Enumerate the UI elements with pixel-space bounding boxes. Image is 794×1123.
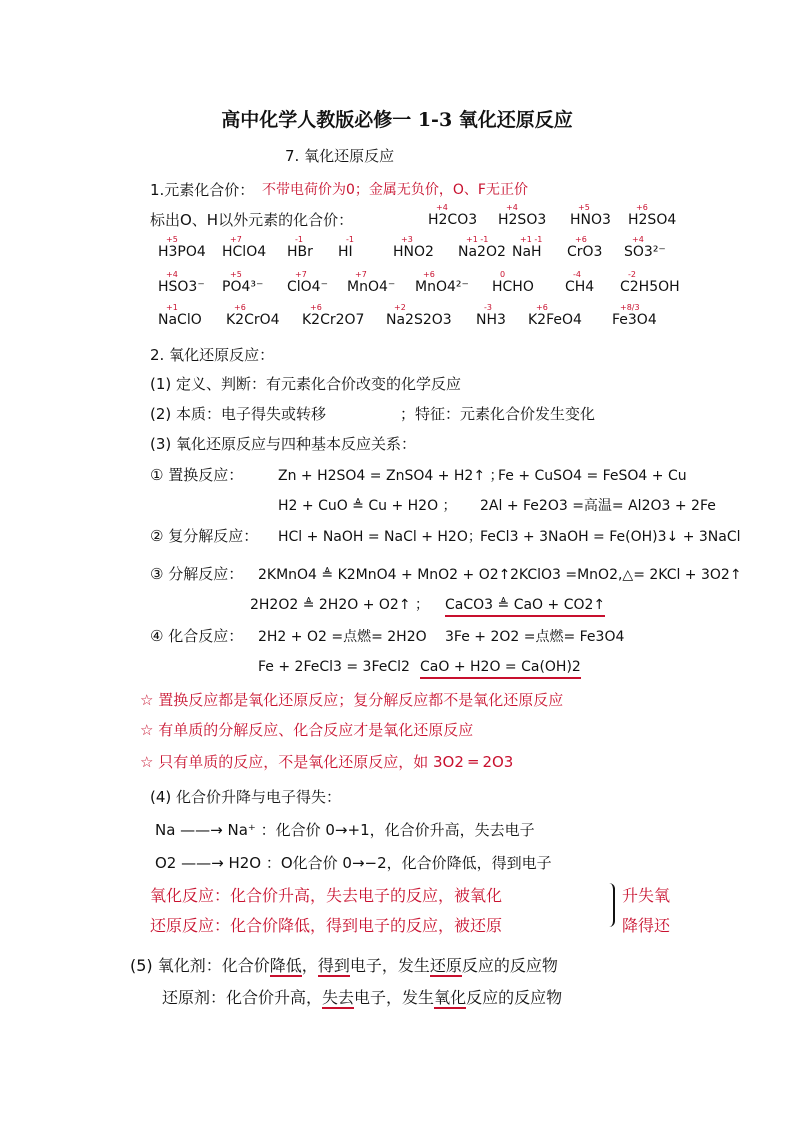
rule-1: ☆ 置换反应都是氧化还原反应；复分解反应都不是氧化还原反应 xyxy=(140,691,564,709)
reduction-reaction: 还原反应：化合价降低，得到电子的反应，被还原 xyxy=(150,916,503,935)
s2-heading: 2. 氧化还原反应： xyxy=(150,346,275,364)
formula-item: K2FeO4 xyxy=(528,312,582,328)
formula-item: C2H5OH xyxy=(620,279,680,295)
combination-label: ④ 化合反应： xyxy=(150,627,244,645)
oxidation-state: +1 -1 xyxy=(520,235,543,244)
oxidation-state: -1 xyxy=(295,235,303,244)
oxidation-state: -2 xyxy=(628,270,636,279)
decomposition-label: ③ 分解反应： xyxy=(150,565,244,583)
displacement-label: ① 置换反应： xyxy=(150,466,244,484)
oxidant-f: 还原 xyxy=(429,956,462,975)
formula-item: HBr xyxy=(287,244,313,260)
oxidation-state: +6 xyxy=(636,203,648,212)
reductant-e: 反应的反应物 xyxy=(466,988,563,1007)
eq-h2-o2: 2H2 + O2 =点燃= 2H2O xyxy=(258,629,427,645)
reductant-b: 失去 xyxy=(322,988,355,1007)
formula-item: MnO4²⁻ xyxy=(415,279,469,295)
formula-item: Na2S2O3 xyxy=(386,312,452,328)
oxidant-a: 化合价 xyxy=(221,956,270,975)
oxidant-d: 得到 xyxy=(317,956,350,975)
essence-line: (2) 本质：电子得失或转移 xyxy=(150,405,327,423)
oxidation-state: +8/3 xyxy=(620,303,640,312)
mnemonic-1: 升失氧 xyxy=(622,886,671,905)
formula-item: ClO4⁻ xyxy=(287,279,328,295)
valence-heading: (4) 化合价升降与电子得失： xyxy=(150,788,342,806)
eq-caco3 xyxy=(445,595,605,615)
oxidant-b: 降低 xyxy=(269,956,302,975)
formula-item: NaH xyxy=(512,244,542,260)
formula-item: K2Cr2O7 xyxy=(302,312,365,328)
oxidation-reaction: 氧化反应：化合价升高，失去电子的反应，被氧化 xyxy=(150,886,503,905)
formula-item: CrO3 xyxy=(567,244,603,260)
metathesis-label: ② 复分解反应： xyxy=(150,527,259,545)
mnemonic-2: 降得还 xyxy=(622,916,671,935)
s1-note: 不带电荷价为0；金属无负价，O、F无正价 xyxy=(262,182,528,198)
formula-item: HSO3⁻ xyxy=(158,279,205,295)
caco3-underline: CaCO3 ≜ CaO + CO2↑ xyxy=(445,597,605,617)
eq-zn: Zn + H2SO4 = ZnSO4 + H2↑ ； xyxy=(278,468,504,484)
oxidation-state: -3 xyxy=(484,303,492,312)
oxidation-state: +4 xyxy=(506,203,518,212)
formula-item: HNO2 xyxy=(393,244,434,260)
eq-cao-h2o xyxy=(420,657,581,677)
formula-item: H2SO3 xyxy=(498,212,547,228)
eq-thermite: 2Al + Fe2O3 =高温= Al2O3 + 2Fe xyxy=(480,498,716,514)
formula-item: K2CrO4 xyxy=(226,312,280,328)
oxidation-state: +5 xyxy=(230,270,242,279)
oxidation-state: +6 xyxy=(234,303,246,312)
oxidation-state: +2 xyxy=(394,303,406,312)
formula-item: H2SO4 xyxy=(628,212,677,228)
na-line: Na ——→ Na⁺ ：化合价 0→+1，化合价升高，失去电子 xyxy=(155,821,535,839)
formula-item: H2CO3 xyxy=(428,212,478,228)
eq-h2-cuo: H2 + CuO ≜ Cu + H2O ； xyxy=(278,498,457,514)
eq-fe-cuso4: Fe + CuSO4 = FeSO4 + Cu xyxy=(498,468,687,484)
rule-2: ☆ 有单质的分解反应、化合反应才是氧化还原反应 xyxy=(140,721,474,739)
section-heading: 7. 氧化还原反应 xyxy=(285,147,395,165)
formula-item: H3PO4 xyxy=(158,244,206,260)
oxidation-state: +5 xyxy=(578,203,590,212)
reductant-d: 氧化 xyxy=(434,988,467,1007)
oxidation-state: +6 xyxy=(423,270,435,279)
formula-item: MnO4⁻ xyxy=(347,279,396,295)
oxidation-state: +7 xyxy=(230,235,242,244)
oxidation-state: 0 xyxy=(500,270,506,279)
mnemonic-brace xyxy=(607,883,615,927)
formula-item: NH3 xyxy=(476,312,506,328)
eq-fecl3-naoh: FeCl3 + 3NaOH = Fe(OH)3↓ + 3NaCl xyxy=(480,529,741,545)
s1-label: 1.元素化合价： xyxy=(150,181,255,199)
s1-lead: 标出O、H以外元素的化合价： xyxy=(150,211,354,229)
oxidation-state: -1 xyxy=(346,235,354,244)
o2-line: O2 ——→ H2O ：O化合价 0→−2，化合价降低，得到电子 xyxy=(155,854,552,872)
rule-3: ☆ 只有单质的反应，不是氧化还原反应，如 3O2 ═ 2O3 xyxy=(140,753,514,771)
eq-kmno4: 2KMnO4 ≜ K2MnO4 + MnO2 + O2↑ xyxy=(258,567,511,583)
oxidant-c: ， xyxy=(301,956,318,975)
eq-hcl-naoh: HCl + NaOH = NaCl + H2O； xyxy=(278,529,482,545)
eq-kclo3: 2KClO3 =MnO2,△= 2KCl + 3O2↑ xyxy=(510,567,742,583)
oxidation-state: +4 xyxy=(436,203,448,212)
formula-item: HClO4 xyxy=(222,244,267,260)
eq-h2o2: 2H2O2 ≜ 2H2O + O2↑ ； xyxy=(250,597,429,613)
formula-item: HI xyxy=(338,244,353,260)
reductant-line xyxy=(162,988,562,1008)
eq-fecl2: Fe + 2FeCl3 = 3FeCl2 xyxy=(258,659,410,675)
formula-item: HNO3 xyxy=(570,212,611,228)
reductant-a: 化合价升高， xyxy=(226,988,323,1007)
oxidation-state: +5 xyxy=(166,235,178,244)
relation-line: (3) 氧化还原反应与四种基本反应关系： xyxy=(150,435,417,453)
formula-item: CH4 xyxy=(565,279,595,295)
oxidation-state: +1 -1 xyxy=(466,235,489,244)
formula-item: Fe3O4 xyxy=(612,312,657,328)
oxidant-line xyxy=(130,956,558,976)
page-title: 高中化学人教版必修一 1-3 氧化还原反应 xyxy=(221,109,573,131)
oxidation-state: +7 xyxy=(355,270,367,279)
oxidation-state: +4 xyxy=(166,270,178,279)
formula-item: HCHO xyxy=(492,279,534,295)
oxidation-state: +6 xyxy=(536,303,548,312)
feature-line: ；特征：元素化合价发生变化 xyxy=(400,405,596,423)
cao-underline: CaO + H2O = Ca(OH)2 xyxy=(420,659,581,679)
oxidation-state: +1 xyxy=(166,303,178,312)
oxidant-g: 反应的反应物 xyxy=(461,956,558,975)
reductant-c: 电子，发生 xyxy=(354,988,435,1007)
formula-item: NaClO xyxy=(158,312,202,328)
oxidant-label: (5) 氧化剂： xyxy=(130,956,222,975)
oxidation-state: -4 xyxy=(573,270,581,279)
oxidation-state: +6 xyxy=(575,235,587,244)
definition-line: (1) 定义、判断：有元素化合价改变的化学反应 xyxy=(150,375,462,393)
oxidant-e: 电子，发生 xyxy=(349,956,430,975)
eq-fe-o2: 3Fe + 2O2 =点燃= Fe3O4 xyxy=(445,629,625,645)
formula-item: SO3²⁻ xyxy=(624,244,666,260)
oxidation-state: +4 xyxy=(632,235,644,244)
oxidation-state: +7 xyxy=(295,270,307,279)
oxidation-state: +6 xyxy=(310,303,322,312)
formula-item: Na2O2 xyxy=(458,244,506,260)
oxidation-state: +3 xyxy=(401,235,413,244)
formula-item: PO4³⁻ xyxy=(222,279,264,295)
reductant-label: 还原剂： xyxy=(162,988,227,1007)
